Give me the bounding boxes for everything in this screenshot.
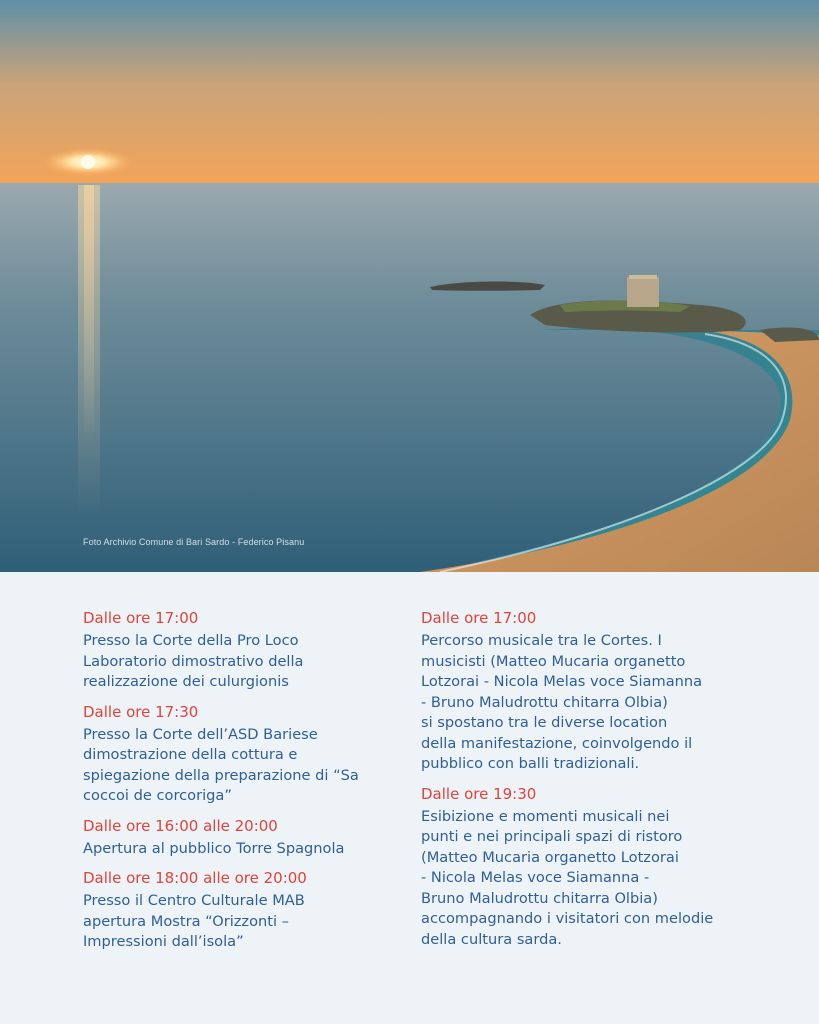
event-line: Bruno Maludrottu chitarra Olbia)	[421, 889, 658, 907]
event-description	[83, 725, 403, 807]
event-line: della cultura sarda.	[421, 930, 562, 948]
photo-credit: Foto Archivio Comune di Bari Sardo - Federico Pisanu	[83, 537, 305, 547]
event-line: apertura Mostra “Orizzonti –	[83, 912, 289, 930]
event-time: Dalle ore 19:30	[421, 784, 537, 803]
event-line: (Matteo Mucaria organetto Lotzorai	[421, 848, 679, 866]
event-line: accompagnando i visitatori con melodie	[421, 910, 714, 927]
event-line: - Nicola Melas voce Siamanna -	[421, 869, 650, 886]
event-line: Percorso musicale tra le Cortes. I	[421, 632, 662, 649]
event-time: Dalle ore 18:00 alle ore 20:00	[83, 869, 307, 887]
event-time: Dalle ore 16:00 alle 20:00	[83, 816, 278, 835]
event-program	[0, 572, 819, 1024]
event-line: della manifestazione, coinvolgendo il	[421, 734, 693, 752]
event-line: Presso il Centro Culturale MAB	[83, 892, 305, 909]
event-line: coccoi de corcoriga”	[83, 787, 232, 804]
event-line: Impressioni dall’isola”	[83, 933, 244, 950]
event-line: spiegazione della preparazione di “Sa	[83, 766, 359, 784]
event-line: Presso la Corte della Pro Loco	[83, 632, 299, 649]
event-item	[421, 784, 761, 951]
event-item	[83, 868, 403, 953]
event-description	[421, 631, 761, 775]
program-column-right	[421, 608, 761, 959]
program-column-left	[83, 608, 403, 962]
event-item	[83, 816, 403, 860]
event-line: punti e nei principali spazi di ristoro	[421, 828, 683, 845]
event-time: Dalle ore 17:00	[83, 609, 199, 627]
event-item	[421, 608, 761, 775]
event-line: Presso la Corte dell’ASD Bariese	[83, 725, 318, 743]
event-time: Dalle ore 17:30	[83, 702, 199, 721]
event-description	[421, 807, 761, 951]
event-description	[83, 839, 403, 860]
event-line: Esibizione e momenti musicali nei	[421, 807, 670, 825]
event-line: si spostano tra le diverse location	[421, 714, 668, 731]
event-description	[83, 891, 403, 953]
event-line: Lotzorai - Nicola Melas voce Siamanna	[421, 673, 703, 690]
event-description	[83, 631, 403, 693]
event-line: musicisti (Matteo Mucaria organetto	[421, 652, 686, 670]
event-item	[83, 702, 403, 807]
event-line: Laboratorio dimostrativo della	[83, 652, 304, 670]
event-line: - Bruno Maludrottu chitarra Olbia)	[421, 693, 668, 711]
event-line: realizzazione dei culurgionis	[83, 673, 289, 690]
event-item	[83, 608, 403, 693]
event-line: Apertura al pubblico Torre Spagnola	[83, 839, 345, 857]
event-time: Dalle ore 17:00	[421, 609, 537, 627]
event-line: pubblico con balli tradizionali.	[421, 755, 640, 772]
event-line: dimostrazione della cottura e	[83, 746, 298, 763]
